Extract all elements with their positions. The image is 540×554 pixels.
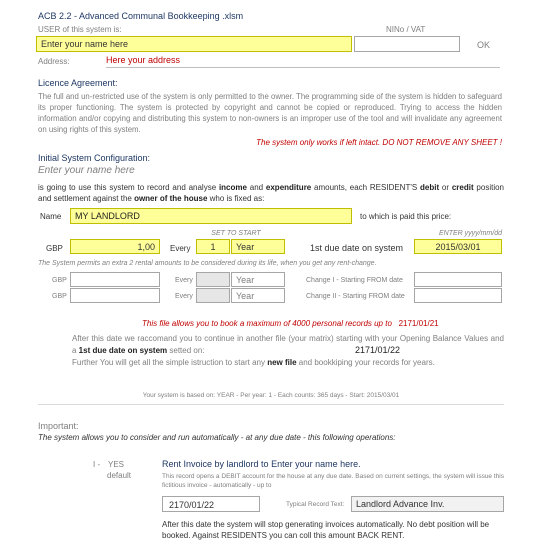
licence-warning: The system only works if left intact. DO NOT REMOVE ANY SHEET ! bbox=[256, 138, 502, 147]
enter-date-hint: ENTER yyyy/mm/dd bbox=[438, 230, 502, 237]
paid-label: to which is paid this price: bbox=[360, 212, 452, 221]
item-number: I - bbox=[93, 460, 101, 469]
address-field[interactable]: Here your address bbox=[106, 55, 500, 68]
further-text: Further You will get all the simple istruction to start any new file and bookkiping your records for years. bbox=[72, 358, 435, 367]
item-yes[interactable]: YES bbox=[108, 460, 125, 469]
extra-period-select-2[interactable]: Year bbox=[231, 288, 285, 303]
address-label: Address: bbox=[38, 57, 70, 66]
user-label: USER of this system is: bbox=[38, 25, 122, 34]
after-date-text: After this date we raccomand you to continue in another file (your matrix) starting with your Opening Balance Values and a 1st due date on system setted on: bbox=[72, 334, 504, 355]
amount-field[interactable]: 1,00 bbox=[70, 239, 160, 254]
typical-record-label: Typical Record Text: bbox=[286, 501, 345, 508]
extra-amount-field-1[interactable] bbox=[70, 272, 160, 287]
user-name-field[interactable]: Enter your name here bbox=[36, 36, 352, 52]
item-default: default bbox=[107, 471, 132, 480]
period-select[interactable]: Year bbox=[231, 239, 285, 254]
config-description: is going to use this system to record and analyse income and expenditure amounts, each RESIDENT'S debit or credit position and settlement against the owner of the house who is fixed as: bbox=[38, 183, 504, 203]
licence-text: The full and un-restricted use of the system is only permitted to the owner. The programming side of the system is hidden to safeguard its proper functioning. The system is protected by copyright and cannot be copied or reproduced. Trying to access the hidden information and/or copying and distributing this system to non-owners is an improper use of the tool and will invalidate any agreement on using rights of this system. bbox=[38, 92, 502, 134]
window-title: ACB 2.2 - Advanced Communal Bookkeeping .xlsm bbox=[38, 11, 244, 21]
every-field[interactable]: 1 bbox=[196, 239, 230, 254]
extra-amount-field-2[interactable] bbox=[70, 288, 160, 303]
set-to-start-hint: SET TO START bbox=[211, 230, 261, 237]
after-date-value: 2171/01/22 bbox=[355, 345, 401, 355]
landlord-name-label: Name bbox=[40, 212, 62, 221]
extra-period-select-1[interactable]: Year bbox=[231, 272, 285, 287]
extra-every-label-2: Every bbox=[175, 293, 193, 300]
item-description: This record opens a DEBIT account for the house at any due date. Based on current settings, the system will issue this fictitious invoice - automatically - up to bbox=[162, 473, 504, 489]
every-label: Every bbox=[170, 244, 191, 253]
nino-label: NINo / VAT bbox=[386, 25, 426, 34]
after-invoice-text: After this date the system will stop generating invoices automatically. No debt position will be booked. Against RESIDENTS you can coll this amount BACK RENT. bbox=[162, 520, 490, 540]
extra-currency-1: GBP bbox=[52, 277, 67, 284]
first-due-field[interactable]: 2015/03/01 bbox=[414, 239, 502, 254]
config-heading: Initial System Configuration: bbox=[38, 153, 151, 163]
landlord-name-field[interactable]: MY LANDLORD bbox=[70, 208, 352, 224]
change-date-field-1[interactable] bbox=[414, 272, 502, 287]
currency-label: GBP bbox=[46, 244, 63, 253]
licence-heading: Licence Agreement: bbox=[38, 78, 118, 88]
extra-every-field-1[interactable] bbox=[196, 272, 230, 287]
nino-vat-field[interactable] bbox=[354, 36, 460, 52]
important-text: The system allows you to consider and run automatically - at any due date - this following operations: bbox=[38, 433, 396, 442]
system-summary: Your system is based on: YEAR - Per year: 1 - Each counts: 365 days - Start: 2015/03/01 bbox=[142, 392, 400, 399]
extra-currency-2: GBP bbox=[52, 293, 67, 300]
typical-record-field[interactable]: Landlord Advance Inv. bbox=[351, 496, 504, 512]
item-title: Rent Invoice by landlord to Enter your name here. bbox=[162, 459, 361, 469]
invoice-end-date-field[interactable]: 2170/01/22 bbox=[162, 496, 260, 512]
change-label-1: Change I - Starting FROM date bbox=[306, 277, 403, 284]
change-label-2: Change II - Starting FROM date bbox=[306, 293, 405, 300]
divider bbox=[38, 404, 504, 405]
extra-every-field-2[interactable] bbox=[196, 288, 230, 303]
max-records-note: This file allows you to book a maximum of 4000 personal records up to 2171/01/21 bbox=[142, 319, 439, 328]
first-due-label: 1st due date on system bbox=[310, 243, 404, 253]
change-date-field-2[interactable] bbox=[414, 288, 502, 303]
ok-button[interactable]: OK bbox=[477, 40, 491, 50]
user-name-echo: Enter your name here bbox=[38, 165, 135, 176]
extra-every-label-1: Every bbox=[175, 277, 193, 284]
important-heading: Important: bbox=[38, 421, 79, 431]
extra-amounts-note: The System permits an extra 2 rental amounts to be considered during its life, when you get any rent-change. bbox=[38, 260, 377, 267]
